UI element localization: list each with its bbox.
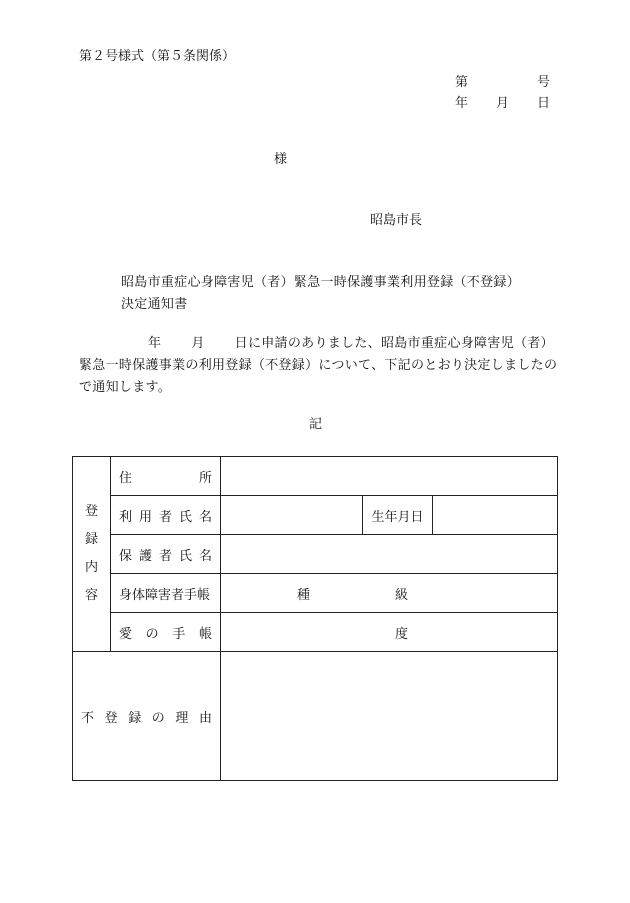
disability-grade-label: 級 [395,587,409,603]
reason-label: 不 登 録 の 理 由 [73,652,221,781]
disability-handbook-row [73,574,558,613]
body-date-year: 年 [148,336,162,351]
ki-heading: 記 [309,417,323,432]
section-label: 登 録 内 容 [73,457,111,652]
issuer-title: 昭島市長 [370,213,423,228]
registration-table [72,456,558,781]
notice-title: 昭島市重症心身障害児（者）緊急一時保護事業利用登録（不登録）決定通知書 [121,275,514,312]
guardian-name-field[interactable] [221,535,558,574]
guardian-name-label: 保 護 者 氏 名 [111,535,221,574]
body-text: に申請のありました、昭島市重症心身障害児（者）緊急一時保護事業の利用登録（不登録）について、下記のとおり決定しましたので通知します。 [79,336,558,395]
issue-date-day: 日 [536,96,550,111]
ai-handbook-field[interactable] [221,613,558,652]
doc-number-prefix: 第 [455,75,469,90]
user-name-row [73,496,558,535]
disability-handbook-field[interactable] [221,574,558,613]
reason-row [73,652,558,781]
ai-handbook-label: 愛 の 手 帳 [111,613,221,652]
ai-degree-label: 度 [395,626,409,642]
issue-date-month: 月 [495,96,509,111]
ai-handbook-row [73,613,558,652]
disability-handbook-label: 身体障害者手帳 [111,574,221,613]
doc-number-suffix: 号 [536,75,550,90]
body-date-day: 日 [234,336,248,351]
document-number [455,71,550,90]
body-date-month: 月 [191,336,205,351]
address-row [73,457,558,496]
form-number: 第２号様式（第５条関係） [79,49,236,64]
reason-field[interactable] [221,652,558,781]
birthdate-field[interactable] [433,496,558,535]
guardian-name-row [73,535,558,574]
birthdate-label: 生年月日 [363,496,433,535]
notice-body [79,333,559,399]
issue-date [455,92,550,111]
address-field[interactable] [221,457,558,496]
user-name-label: 利 用 者 氏 名 [111,496,221,535]
address-label: 住 所 [111,457,221,496]
disability-type-label: 種 [297,587,311,603]
user-name-field[interactable] [221,496,363,535]
addressee-honorific: 様 [274,152,288,167]
issue-date-year: 年 [455,96,469,111]
